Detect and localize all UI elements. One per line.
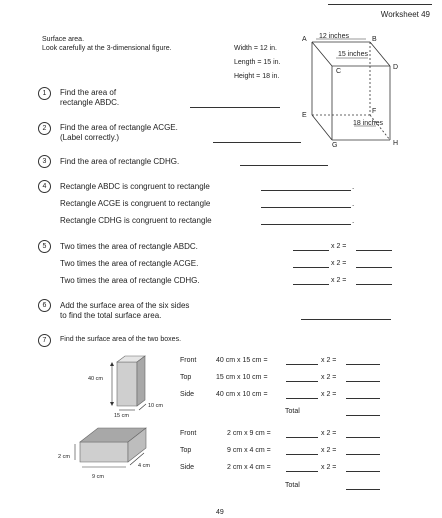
question-1-line2: rectangle ABDC. <box>60 98 120 107</box>
answer-blank-q5-3a[interactable] <box>293 284 329 285</box>
question-2-number: 2 <box>38 122 51 135</box>
box1-total-blank[interactable] <box>346 415 380 416</box>
answer-blank-q5-2b[interactable] <box>356 267 392 268</box>
box1-blank-top-b[interactable] <box>346 381 380 382</box>
answer-blank-q4-3[interactable] <box>261 224 351 225</box>
multiply-label: x 2 = <box>331 243 347 250</box>
vertex-a: A <box>302 36 307 43</box>
box1-width-label: 15 cm <box>114 413 129 419</box>
question-3-number: 3 <box>38 155 51 168</box>
box2-calc-top: 9 cm x 4 cm = <box>227 447 271 454</box>
intro-title: Surface area. <box>42 36 85 43</box>
question-4-row-3: Rectangle CDHG is congruent to rectangle <box>60 216 212 225</box>
box2-total-label: Total <box>285 482 300 489</box>
box2-blank-side-a[interactable] <box>286 471 318 472</box>
multiply-label: x 2 = <box>321 464 337 471</box>
box1-blank-top-a[interactable] <box>286 381 318 382</box>
box1-face-front: Front <box>180 357 197 364</box>
vertex-e: E <box>302 112 307 119</box>
height-dimension-label: 18 inches <box>353 120 383 127</box>
question-7-number: 7 <box>38 334 51 347</box>
question-5-number: 5 <box>38 240 51 253</box>
question-3-line1: Find the area of rectangle CDHG. <box>60 157 180 166</box>
box1-blank-side-b[interactable] <box>346 398 380 399</box>
vertex-b: B <box>372 36 377 43</box>
question-5-row-1: Two times the area of rectangle ABDC. <box>60 242 198 251</box>
box1-calc-top: 15 cm x 10 cm = <box>216 374 268 381</box>
vertex-f: F <box>372 108 377 115</box>
box2-total-blank[interactable] <box>346 489 380 490</box>
multiply-label: x 2 = <box>321 430 337 437</box>
dim-height: Height = 18 in. <box>234 73 280 80</box>
box2-blank-side-b[interactable] <box>346 471 380 472</box>
rectangular-prism-figure <box>300 30 420 155</box>
question-6-number: 6 <box>38 299 51 312</box>
question-7-line1: Find the surface area of the two boxes. <box>60 336 182 343</box>
box2-height-label: 2 cm <box>58 454 70 460</box>
box1-blank-front-b[interactable] <box>346 364 380 365</box>
box1-face-top: Top <box>180 374 192 381</box>
vertex-h: H <box>393 140 399 147</box>
period: . <box>352 182 355 191</box>
multiply-label: x 2 = <box>331 260 347 267</box>
page-number: 49 <box>216 509 224 516</box>
period: . <box>352 216 355 225</box>
question-6-line2: to find the total surface area. <box>60 311 162 320</box>
box2-calc-side: 2 cm x 4 cm = <box>227 464 271 471</box>
dim-length: Length = 15 in. <box>234 59 281 66</box>
question-1-line1: Find the area of <box>60 88 117 97</box>
box2-width-label: 9 cm <box>92 474 104 480</box>
multiply-label: x 2 = <box>321 357 337 364</box>
answer-blank-q4-2[interactable] <box>261 207 351 208</box>
question-5-row-2: Two times the area of rectangle ACGE. <box>60 259 199 268</box>
answer-blank-q5-2a[interactable] <box>293 267 329 268</box>
box1-total-label: Total <box>285 408 300 415</box>
depth-dimension-label: 15 inches <box>338 51 368 58</box>
answer-blank-q5-3b[interactable] <box>356 284 392 285</box>
worksheet-number: Worksheet 49 <box>380 10 430 19</box>
box2-face-side: Side <box>180 464 195 471</box>
vertex-g: G <box>332 142 338 149</box>
answer-blank-q3[interactable] <box>240 165 328 166</box>
question-4-row-1: Rectangle ABDC is congruent to rectangle <box>60 182 210 191</box>
box2-blank-top-a[interactable] <box>286 454 318 455</box>
box2-depth-label: 4 cm <box>138 463 150 469</box>
top-dimension-label: 12 inches <box>319 33 349 40</box>
question-4-number: 4 <box>38 180 51 193</box>
vertex-c: C <box>336 68 342 75</box>
box2-face-top: Top <box>180 447 192 454</box>
intro-instruction: Look carefully at the 3-dimensional figure. <box>42 45 172 52</box>
box1-face-side: Side <box>180 391 195 398</box>
box1-blank-front-a[interactable] <box>286 364 318 365</box>
vertex-d: D <box>393 64 399 71</box>
answer-blank-q6[interactable] <box>301 319 391 320</box>
question-2-line1: Find the area of rectangle ACGE. <box>60 123 178 132</box>
box1-calc-side: 40 cm x 10 cm = <box>216 391 268 398</box>
answer-blank-q5-1b[interactable] <box>356 250 392 251</box>
question-6-line1: Add the surface area of the six sides <box>60 301 190 310</box>
dim-width: Width = 12 in. <box>234 45 277 52</box>
box1-depth-label: 10 cm <box>148 403 163 409</box>
question-5-row-3: Two times the area of rectangle CDHG. <box>60 276 200 285</box>
multiply-label: x 2 = <box>321 374 337 381</box>
box1-height-label: 40 cm <box>88 376 103 382</box>
box1-blank-side-a[interactable] <box>286 398 318 399</box>
box2-blank-front-b[interactable] <box>346 437 380 438</box>
box2-blank-front-a[interactable] <box>286 437 318 438</box>
period: . <box>352 199 355 208</box>
answer-blank-q2[interactable] <box>213 142 301 143</box>
box2-calc-front: 2 cm x 9 cm = <box>227 430 271 437</box>
header-rule <box>328 4 432 5</box>
box2-face-front: Front <box>180 430 197 437</box>
question-1-number: 1 <box>38 87 51 100</box>
question-2-line2: (Label correctly.) <box>60 133 119 142</box>
box2-blank-top-b[interactable] <box>346 454 380 455</box>
multiply-label: x 2 = <box>321 447 337 454</box>
answer-blank-q4-1[interactable] <box>261 190 351 191</box>
question-4-row-2: Rectangle ACGE is congruent to rectangle <box>60 199 211 208</box>
box1-calc-front: 40 cm x 15 cm = <box>216 357 268 364</box>
answer-blank-q1[interactable] <box>190 107 280 108</box>
tall-box-figure <box>95 354 165 419</box>
answer-blank-q5-1a[interactable] <box>293 250 329 251</box>
multiply-label: x 2 = <box>331 277 347 284</box>
multiply-label: x 2 = <box>321 391 337 398</box>
